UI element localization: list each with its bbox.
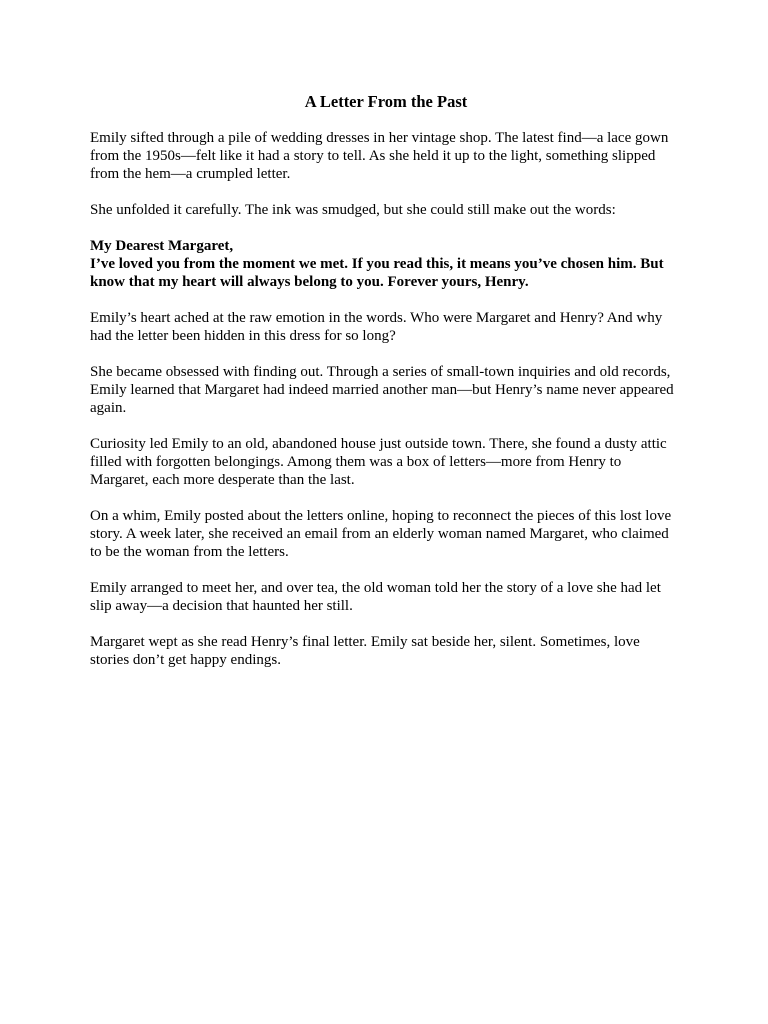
- paragraph: Emily sifted through a pile of wedding dresses in her vintage shop. The latest find—a lace gown from the 1950s—felt like it had a story to tell. As she held it up to the light, something slipped from the hem—a crumpled letter.: [90, 130, 669, 182]
- quoted-letter: [90, 237, 682, 291]
- letter-body: I’ve loved you from the moment we met. If you read this, it means you’ve chosen him. But know that my heart will always belong to you. Forever yours, Henry.: [90, 256, 664, 290]
- document-body: [90, 92, 682, 687]
- letter-salutation: My Dearest Margaret,: [90, 238, 234, 254]
- document-title: A Letter From the Past: [304, 92, 468, 111]
- paragraph: Curiosity led Emily to an old, abandoned house just outside town. There, she found a dusty attic filled with forgotten belongings. Among them was a box of letters—more from Henry to Margaret, each more desperate than the last.: [90, 436, 667, 488]
- paragraph: Emily’s heart ached at the raw emotion in the words. Who were Margaret and Henry? And why had the letter been hidden in this dress for so long?: [90, 310, 663, 344]
- paragraph: She became obsessed with finding out. Through a series of small-town inquiries and old records, Emily learned that Margaret had indeed married another man—but Henry’s name never appeared again.: [90, 364, 674, 416]
- paragraph: She unfolded it carefully. The ink was smudged, but she could still make out the words:: [90, 202, 616, 218]
- paragraph: Margaret wept as she read Henry’s final letter. Emily sat beside her, silent. Sometimes, love stories don’t get happy endings.: [90, 634, 640, 668]
- paragraph: Emily arranged to meet her, and over tea, the old woman told her the story of a love she had let slip away—a decision that haunted her still.: [90, 580, 661, 614]
- paragraph: On a whim, Emily posted about the letters online, hoping to reconnect the pieces of this lost love story. A week later, she received an email from an elderly woman named Margaret, who claimed to be the woman from the letters.: [90, 508, 672, 560]
